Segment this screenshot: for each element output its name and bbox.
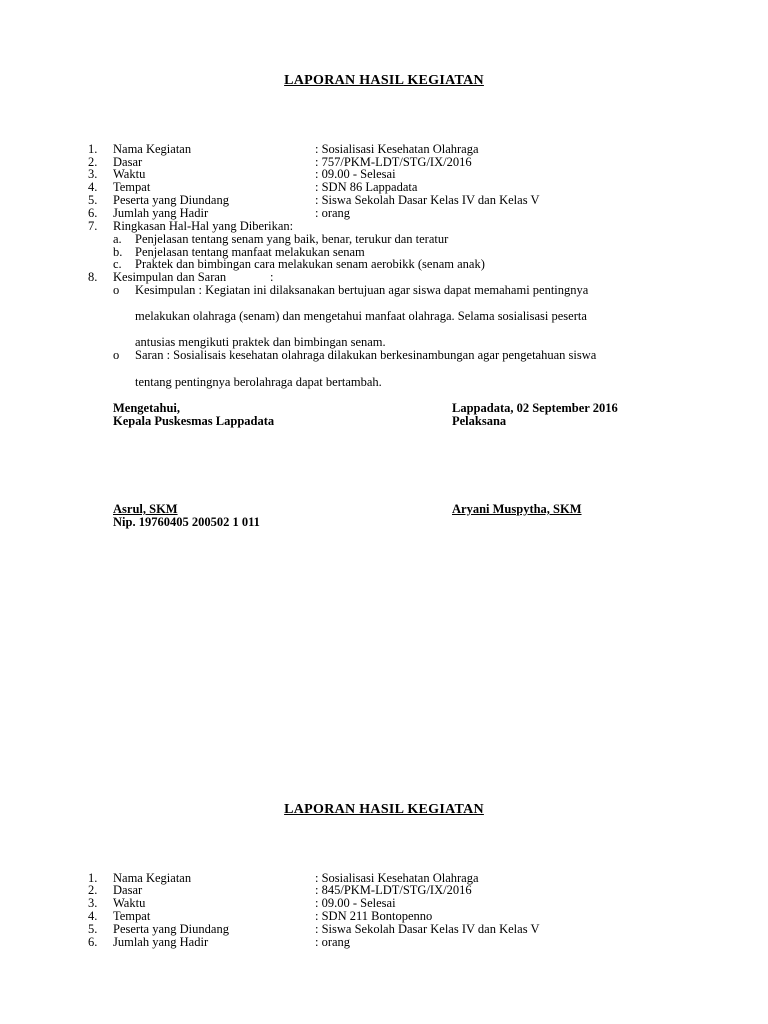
item-colon: : (270, 270, 274, 284)
item-label: Ringkasan Hal-Hal yang Diberikan: (113, 219, 294, 233)
item-label: Jumlah yang Hadir (113, 206, 209, 220)
item-number: 5. (88, 193, 98, 207)
item-number: 4. (88, 909, 98, 923)
item-value: : orang (315, 206, 351, 220)
item-value: : SDN 86 Lappadata (315, 180, 418, 194)
kesimpulan-line-1: Kesimpulan : Kegiatan ini dilaksanakan bertujuan agar siswa dapat memahami pentingnya (135, 283, 589, 297)
item-label: Nama Kegiatan (113, 871, 192, 885)
item-label: Waktu (113, 896, 146, 910)
subitem-text: Penjelasan tentang senam yang baik, benar, terukur dan teratur (135, 232, 449, 246)
bullet-icon: o (113, 283, 120, 297)
sign-right-position: Pelaksana (452, 414, 507, 428)
item-value: : Siswa Sekolah Dasar Kelas IV dan Kelas V (315, 922, 540, 936)
subitem-text: Penjelasan tentang manfaat melakukan senam (135, 245, 365, 259)
item-value: : Siswa Sekolah Dasar Kelas IV dan Kelas V (315, 193, 540, 207)
report-title: LAPORAN HASIL KEGIATAN (284, 802, 484, 817)
item-number: 2. (88, 883, 98, 897)
item-value: : Sosialisasi Kesehatan Olahraga (315, 871, 479, 885)
item-value: : orang (315, 935, 351, 949)
item-value: : SDN 211 Bontopenno (315, 909, 433, 923)
item-label: Jumlah yang Hadir (113, 935, 209, 949)
item-number: 3. (88, 896, 98, 910)
saran-line-2: tentang pentingnya berolahraga dapat bertambah. (135, 375, 382, 389)
item-number: 6. (88, 935, 98, 949)
sign-left-heading: Mengetahui, (113, 401, 181, 415)
subitem-text: Praktek dan bimbingan cara melakukan senam aerobikk (senam anak) (135, 257, 485, 271)
item-label: Tempat (113, 909, 151, 923)
item-value: : 09.00 - Selesai (315, 896, 396, 910)
item-number: 1. (88, 871, 98, 885)
sign-left-position: Kepala Puskesmas Lappadata (113, 414, 275, 428)
item-value: : 845/PKM-LDT/STG/IX/2016 (315, 883, 472, 897)
kesimpulan-line-3: antusias mengikuti praktek dan bimbingan senam. (135, 335, 386, 349)
item-label: Peserta yang Diundang (113, 193, 229, 207)
item-number: 1. (88, 142, 98, 156)
item-label: Dasar (113, 155, 143, 169)
item-number: 8. (88, 270, 98, 284)
subitem-letter: b. (113, 245, 123, 259)
saran-line-1: Saran : Sosialisais kesehatan olahraga dilakukan berkesinambungan agar pengetahuan siswa (135, 348, 597, 362)
item-number: 4. (88, 180, 98, 194)
item-number: 2. (88, 155, 98, 169)
item-number: 7. (88, 219, 98, 233)
item-number: 3. (88, 167, 98, 181)
item-value: : 09.00 - Selesai (315, 167, 396, 181)
item-value: : 757/PKM-LDT/STG/IX/2016 (315, 155, 472, 169)
subitem-letter: a. (113, 232, 122, 246)
report-title: LAPORAN HASIL KEGIATAN (284, 73, 484, 88)
item-label: Waktu (113, 167, 146, 181)
item-number: 5. (88, 922, 98, 936)
subitem-letter: c. (113, 257, 122, 271)
sign-left-name: Asrul, SKM (113, 502, 178, 516)
sign-right-name: Aryani Muspytha, SKM (452, 502, 582, 516)
item-number: 6. (88, 206, 98, 220)
item-label: Peserta yang Diundang (113, 922, 229, 936)
sign-left-nip: Nip. 19760405 200502 1 011 (113, 515, 260, 529)
sign-right-date: Lappadata, 02 September 2016 (452, 401, 618, 415)
item-label: Kesimpulan dan Saran (113, 270, 227, 284)
item-label: Nama Kegiatan (113, 142, 192, 156)
item-value: : Sosialisasi Kesehatan Olahraga (315, 142, 479, 156)
item-label: Tempat (113, 180, 151, 194)
item-label: Dasar (113, 883, 143, 897)
bullet-icon: o (113, 348, 120, 362)
kesimpulan-line-2: melakukan olahraga (senam) dan mengetahui manfaat olahraga. Selama sosialisasi peserta (135, 309, 587, 323)
